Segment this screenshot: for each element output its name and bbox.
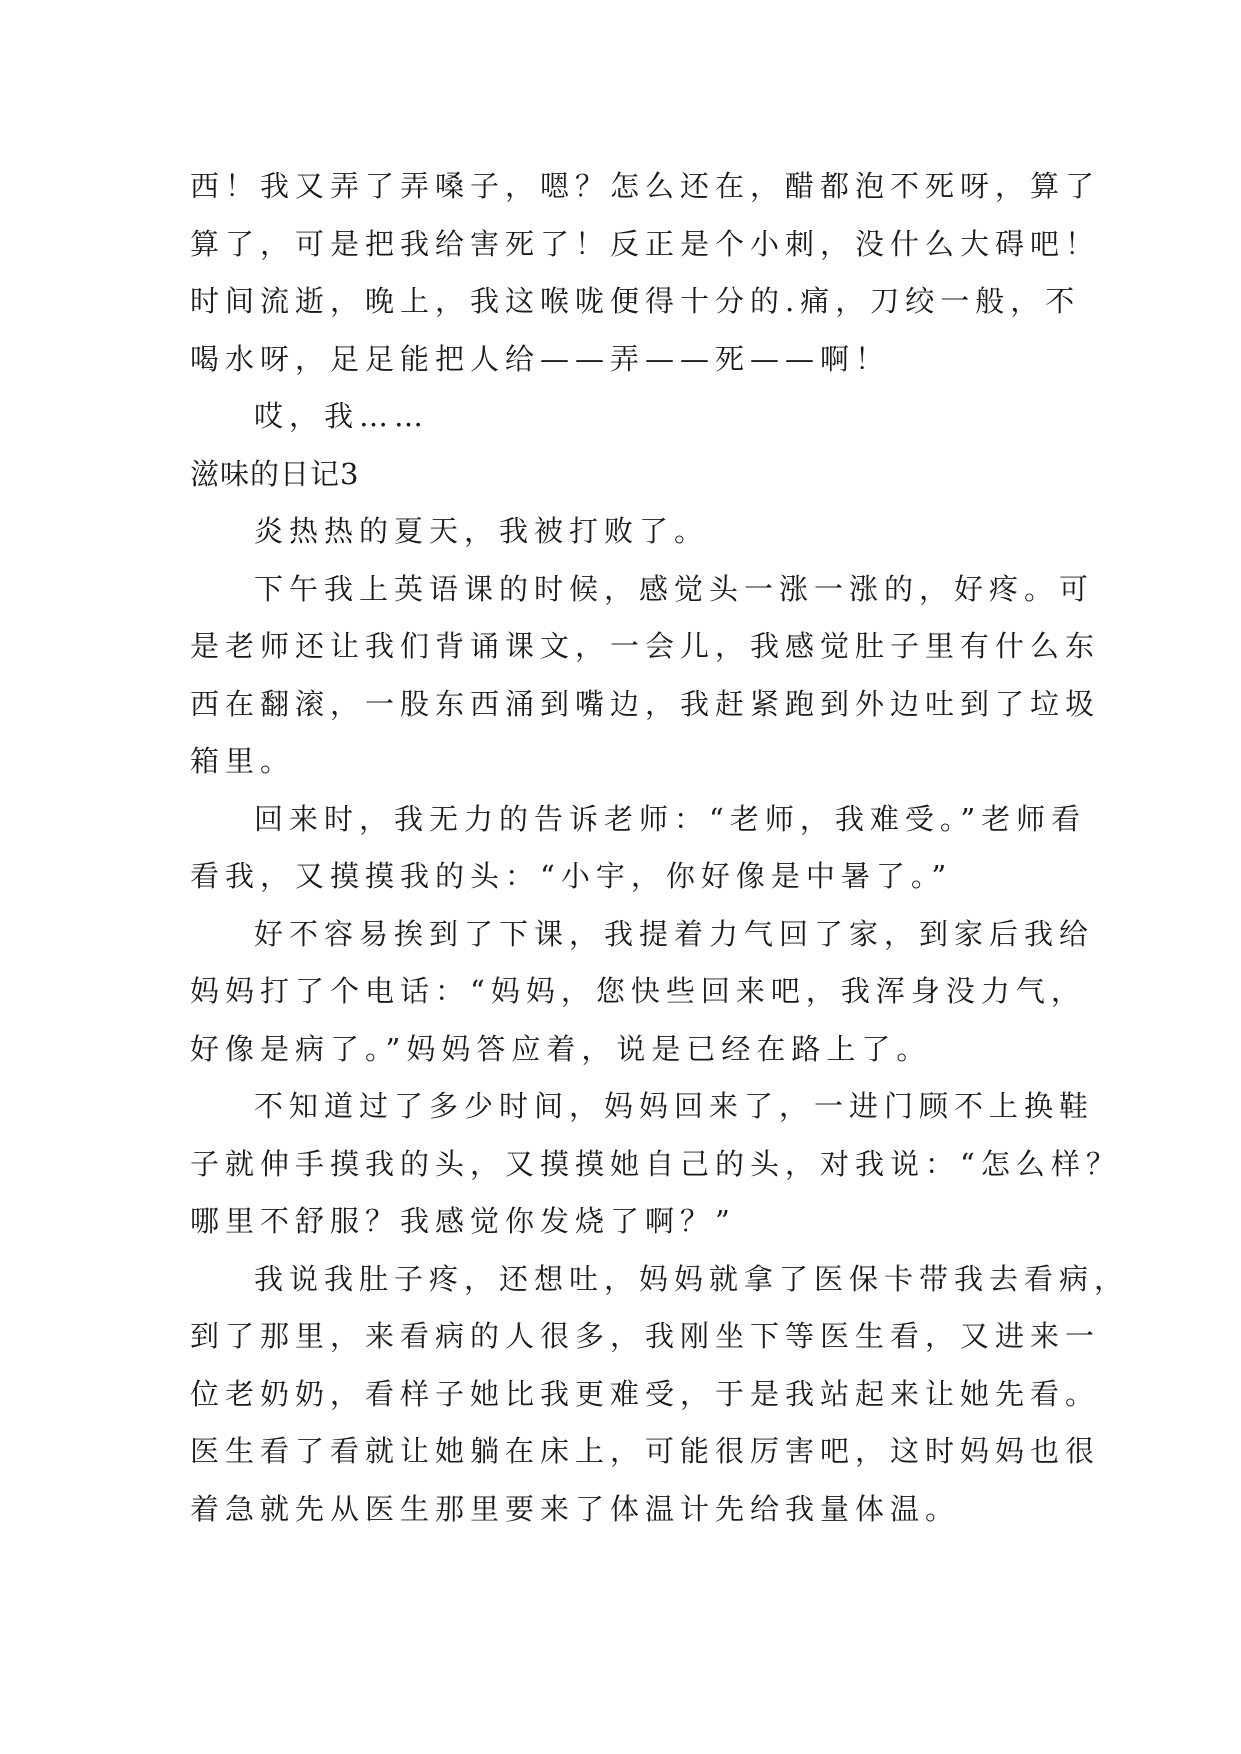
text-line: 哎，我…… bbox=[254, 399, 430, 433]
text-line: 着急就先从医生那里要来了体温计先给我量体温。 bbox=[190, 1491, 961, 1526]
text-line: 好像是病了。”妈妈答应着，说是已经在路上了。 bbox=[190, 1031, 932, 1066]
paragraph-1 bbox=[190, 503, 1070, 561]
text-line: 不知道过了多少时间，妈妈回来了，一进门顾不上换鞋 bbox=[254, 1089, 1095, 1123]
text-line: 位老奶奶，看样子她比我更难受，于是我站起来让她先看。 bbox=[190, 1376, 1101, 1411]
text-line: 哪里不舒服？我感觉你发烧了啊？” bbox=[190, 1204, 736, 1238]
paragraph-5 bbox=[190, 1078, 1121, 1251]
text-line: 我说我肚子疼，还想吐，妈妈就拿了医保卡带我去看病， bbox=[254, 1261, 1130, 1296]
text-line: 妈妈打了个电话：“妈妈，您快些回来吧，我浑身没力气， bbox=[190, 974, 1086, 1008]
text-line: 西！我又弄了弄嗓子，嗯？怎么还在，醋都泡不死呀，算了 bbox=[190, 169, 1101, 203]
text-line: 看我，又摸摸我的头：“小宇，你好像是中暑了。” bbox=[190, 859, 953, 893]
paragraph-3 bbox=[190, 791, 1087, 906]
text-line: 好不容易挨到了下课，我提着力气回了家，到家后我给 bbox=[254, 916, 1095, 951]
text-line: 西在翻滚，一股东西涌到嘴边，我赶紧跑到外边吐到了垃圾 bbox=[190, 686, 1101, 721]
text-line: 箱里。 bbox=[190, 744, 296, 778]
text-line: 回来时，我无力的告诉老师：“老师，我难受。”老师看 bbox=[254, 801, 1087, 836]
text-line: 到了那里，来看病的人很多，我刚坐下等医生看，又进来一 bbox=[190, 1319, 1101, 1353]
text-line: 医生看了看就让她躺在床上，可能很厉害吧，这时妈妈也很 bbox=[190, 1434, 1101, 1468]
text-line: 时间流逝，晚上，我这喉咙便得十分的.痛，刀绞一般，不 bbox=[190, 284, 1081, 318]
paragraph-4 bbox=[190, 906, 1095, 1079]
text-line: 算了，可是把我给害死了！反正是个小刺，没什么大碍吧！ bbox=[190, 226, 1101, 261]
text-line: 炎热热的夏天，我被打败了。 bbox=[254, 514, 710, 548]
paragraph-continued bbox=[190, 158, 1101, 388]
paragraph-6 bbox=[190, 1251, 1130, 1539]
text-line: 是老师还让我们背诵课文，一会儿，我感觉肚子里有什么东 bbox=[190, 629, 1101, 663]
document-page bbox=[190, 158, 1130, 1538]
paragraph-sigh bbox=[190, 388, 1070, 446]
text-line: 子就伸手摸我的头，又摸摸她自己的头，对我说：“怎么样？ bbox=[190, 1146, 1121, 1181]
section-title: 滋味的日记3 bbox=[190, 456, 360, 491]
text-line: 喝水呀，足足能把人给——弄——死——啊！ bbox=[190, 341, 891, 376]
text-line: 下午我上英语课的时候，感觉头一涨一涨的，好疼。可 bbox=[254, 571, 1095, 606]
paragraph-2 bbox=[190, 561, 1101, 791]
